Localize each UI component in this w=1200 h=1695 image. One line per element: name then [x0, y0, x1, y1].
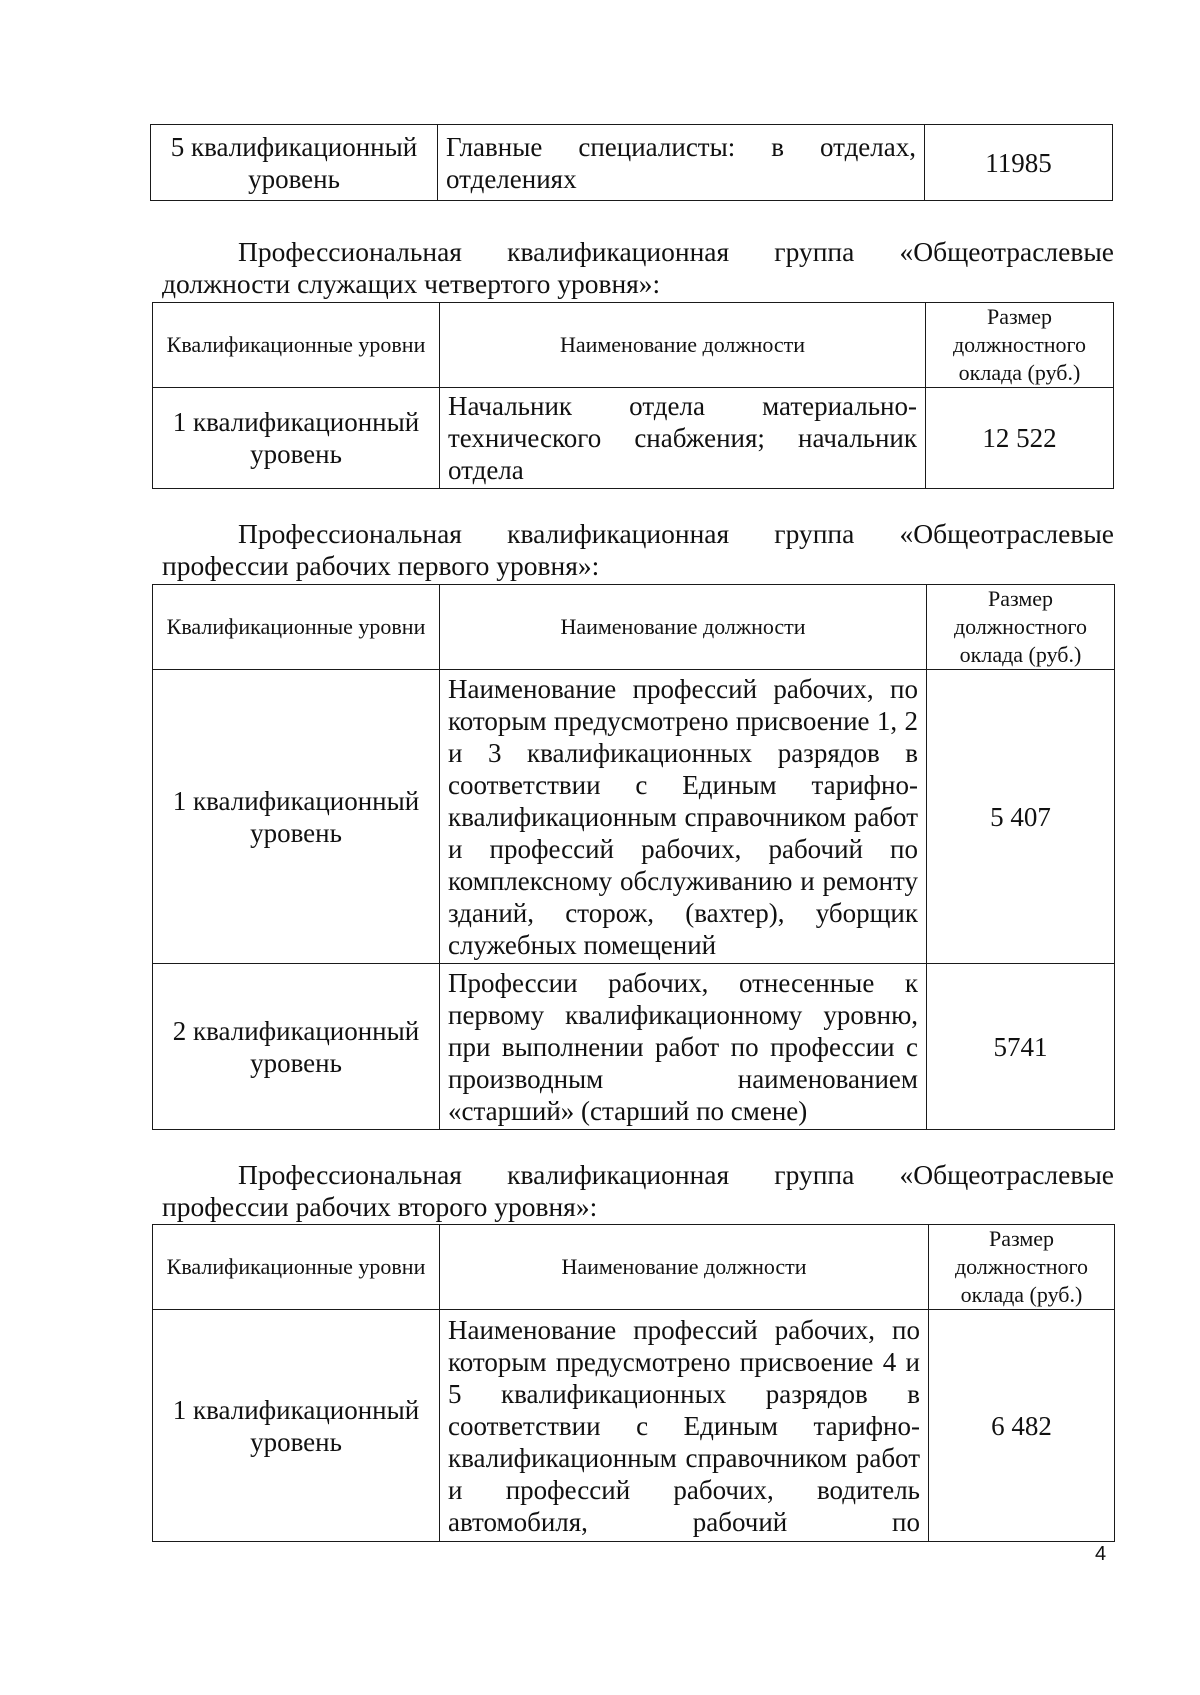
header-level: Квалификационные уровни [153, 1225, 440, 1310]
header-name: Наименование должности [440, 1225, 929, 1310]
salary-value: 12 522 [926, 388, 1114, 489]
page-number: 4 [1095, 1543, 1107, 1565]
salary-value: 11985 [925, 125, 1113, 201]
table-row [153, 670, 1115, 964]
qualification-level: 2 квалификационный уровень [153, 964, 440, 1130]
header-salary: Размер должностного оклада (руб.) [926, 303, 1114, 388]
table-header-row [153, 303, 1114, 388]
qualification-level: 1 квалификационный уровень [153, 1310, 440, 1542]
section-heading-line2: должности служащих четвертого уровня»: [162, 268, 661, 299]
section-heading-line1: Профессиональная квалификационная группа «Общеотраслевые [238, 518, 1114, 549]
salary-value: 6 482 [929, 1310, 1115, 1542]
position-name: Наименование профессий рабочих, по которым предусмотрено присвоение 4 и 5 квалификационных разрядов в соответствии с Единым тарифно-квалификационным справочником работ и профессий рабочих, водитель автомобиля, рабочий по [440, 1310, 929, 1542]
salary-table-continued [150, 124, 1113, 201]
table-header-row [153, 1225, 1115, 1310]
position-name: Профессии рабочих, отнесенные к первому квалификационному уровню, при выполнении работ по профессии с производным наименованием «старший» (старший по смене) [440, 964, 927, 1130]
table-row [151, 125, 1113, 201]
header-name: Наименование должности [440, 303, 926, 388]
section-heading [162, 518, 1114, 582]
qualification-level: 5 квалификационный уровень [151, 125, 438, 201]
qualification-level: 1 квалификационный уровень [153, 670, 440, 964]
section-heading [162, 1159, 1114, 1223]
position-name: Наименование профессий рабочих, по которым предусмотрено присвоение 1, 2 и 3 квалификационных разрядов в соответствии с Единым тарифно-квалификационным справочником работ и профессий рабочих, рабочий по комплексному обслуживанию и ремонту зданий, сторож, (вахтер), уборщик служебных помещений [440, 670, 927, 964]
salary-value: 5 407 [927, 670, 1115, 964]
table-header-row [153, 585, 1115, 670]
table-row [153, 1310, 1115, 1542]
section-heading-line2: профессии рабочих первого уровня»: [162, 550, 600, 581]
header-level: Квалификационные уровни [153, 585, 440, 670]
section-heading-line2: профессии рабочих второго уровня»: [162, 1191, 598, 1222]
header-salary: Размер должностного оклада (руб.) [927, 585, 1115, 670]
header-salary: Размер должностного оклада (руб.) [929, 1225, 1115, 1310]
position-name: Главные специалисты: в отделах, отделениях [438, 125, 925, 201]
position-name: Начальник отдела материально-технического снабжения; начальник отдела [440, 388, 926, 489]
section-heading [162, 236, 1114, 300]
salary-table [152, 1224, 1115, 1542]
qualification-level: 1 квалификационный уровень [153, 388, 440, 489]
section-heading-line1: Профессиональная квалификационная группа «Общеотраслевые [238, 1159, 1114, 1190]
section-heading-line1: Профессиональная квалификационная группа «Общеотраслевые [238, 236, 1114, 267]
salary-value: 5741 [927, 964, 1115, 1130]
header-level: Квалификационные уровни [153, 303, 440, 388]
salary-table [152, 584, 1115, 1130]
salary-table [152, 302, 1114, 489]
table-row [153, 388, 1114, 489]
table-row [153, 964, 1115, 1130]
header-name: Наименование должности [440, 585, 927, 670]
